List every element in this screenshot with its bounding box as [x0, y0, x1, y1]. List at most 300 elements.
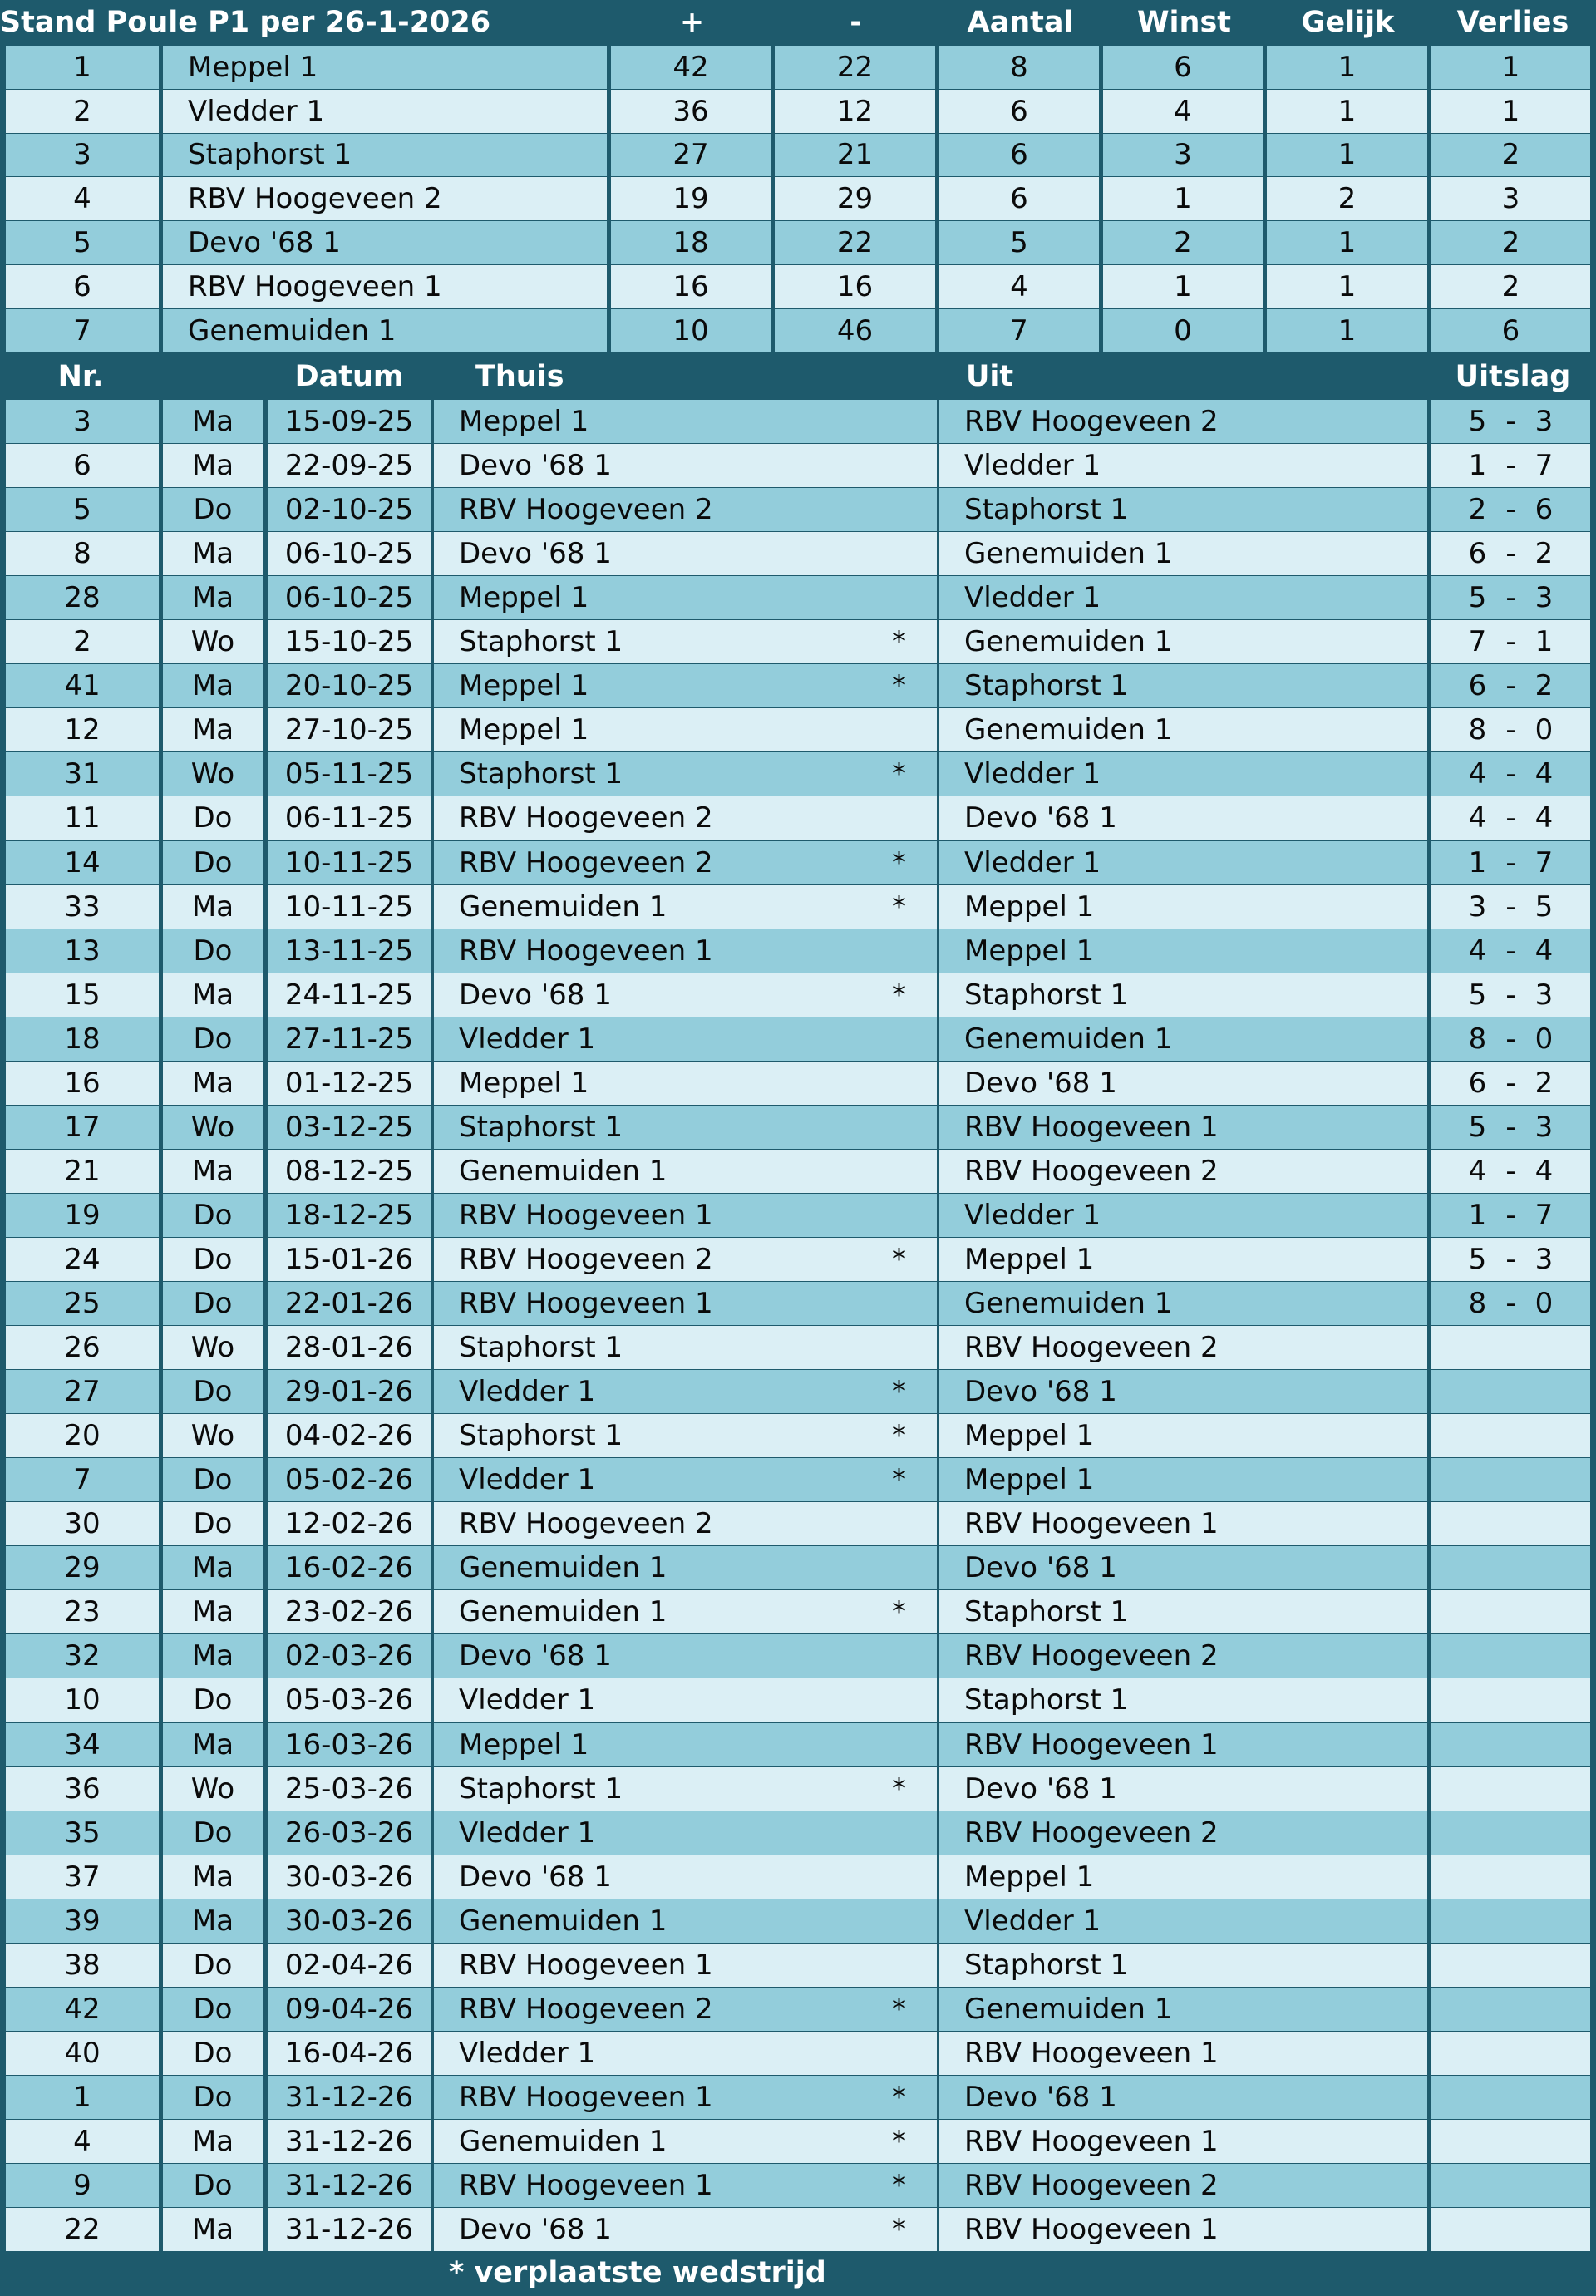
- home-score: 4: [1468, 1154, 1487, 1188]
- match-row: [0, 1899, 1596, 1943]
- weekday-cell: Wo: [163, 1106, 263, 1149]
- lost-cell: 2: [1431, 265, 1590, 308]
- score-separator: -: [1505, 625, 1516, 659]
- match-row: [0, 929, 1596, 973]
- moved-match-marker: *: [892, 2124, 906, 2158]
- weekday-cell: Ma: [163, 708, 263, 751]
- moved-match-marker: *: [892, 1992, 906, 2026]
- won-cell: 1: [1103, 265, 1263, 308]
- schedule-header-row: [0, 354, 1596, 398]
- match-row: [0, 1546, 1596, 1589]
- result-cell: [1431, 576, 1590, 619]
- match-number-cell: 15: [6, 973, 159, 1017]
- away-team-cell: Vledder 1: [939, 1194, 1427, 1237]
- date-cell: 31-12-26: [268, 2076, 431, 2119]
- match-row: [0, 576, 1596, 619]
- score-separator: -: [1505, 1287, 1516, 1321]
- played-cell: 8: [939, 46, 1099, 89]
- away-score: 1: [1534, 625, 1554, 659]
- score-separator: -: [1505, 1022, 1516, 1056]
- standings-row: [0, 177, 1596, 220]
- match-number-cell: 33: [6, 885, 159, 929]
- score-separator: -: [1505, 669, 1516, 703]
- result-cell: [1431, 2164, 1590, 2207]
- date-cell: 31-12-26: [268, 2164, 431, 2207]
- match-row: [0, 1723, 1596, 1766]
- home-team-cell: Meppel 1: [434, 1062, 937, 1105]
- away-team-cell: RBV Hoogeveen 1: [939, 2208, 1427, 2251]
- header-plus: +: [679, 5, 705, 39]
- away-team-cell: Vledder 1: [939, 444, 1427, 487]
- away-team-cell: Devo '68 1: [939, 1767, 1427, 1811]
- moved-match-marker: *: [892, 757, 906, 791]
- match-row: [0, 1282, 1596, 1325]
- away-team-cell: Vledder 1: [939, 752, 1427, 796]
- lost-cell: 2: [1431, 221, 1590, 264]
- away-team-cell: Meppel 1: [939, 929, 1427, 973]
- weekday-cell: Ma: [163, 885, 263, 929]
- away-score: 3: [1534, 1242, 1554, 1276]
- score-separator: -: [1505, 845, 1516, 879]
- away-team-cell: Vledder 1: [939, 841, 1427, 884]
- date-cell: 12-02-26: [268, 1502, 431, 1545]
- away-team-cell: RBV Hoogeveen 1: [939, 1106, 1427, 1149]
- header-date: Datum: [294, 359, 404, 393]
- home-team-cell: RBV Hoogeveen 2: [434, 488, 937, 531]
- score-separator: -: [1505, 581, 1516, 615]
- result-cell: [1431, 1811, 1590, 1855]
- lost-cell: 2: [1431, 134, 1590, 177]
- weekday-cell: Wo: [163, 1326, 263, 1369]
- away-team-cell: Genemuiden 1: [939, 1017, 1427, 1061]
- home-score: 6: [1468, 537, 1487, 571]
- match-number-cell: 2: [6, 620, 159, 663]
- footer-note: * verplaatste wedstrijd: [449, 2256, 826, 2289]
- match-row: [0, 1194, 1596, 1237]
- match-number-cell: 17: [6, 1106, 159, 1149]
- result-cell: [1431, 620, 1590, 663]
- match-row: [0, 1944, 1596, 1987]
- result-cell: [1431, 400, 1590, 443]
- match-row: [0, 1502, 1596, 1545]
- result-cell: [1431, 532, 1590, 575]
- team-cell: Devo '68 1: [163, 221, 607, 264]
- match-number-cell: 28: [6, 576, 159, 619]
- match-number-cell: 3: [6, 400, 159, 443]
- result-cell: [1431, 2208, 1590, 2251]
- match-number-cell: 35: [6, 1811, 159, 1855]
- home-score: 8: [1468, 1022, 1487, 1056]
- lost-cell: 3: [1431, 177, 1590, 220]
- date-cell: 10-11-25: [268, 885, 431, 929]
- date-cell: 16-04-26: [268, 2032, 431, 2075]
- home-team-cell: RBV Hoogeveen 2: [434, 841, 937, 884]
- home-team-cell: Genemuiden 1: [434, 1899, 937, 1943]
- home-team-cell: RBV Hoogeveen 1: [434, 2076, 937, 2119]
- date-cell: 16-02-26: [268, 1546, 431, 1589]
- away-score: 4: [1534, 801, 1554, 835]
- away-score: 0: [1534, 1022, 1554, 1056]
- home-score: 5: [1468, 405, 1487, 439]
- date-cell: 02-04-26: [268, 1944, 431, 1987]
- away-score: 4: [1534, 757, 1554, 791]
- weekday-cell: Do: [163, 1988, 263, 2031]
- match-row: [0, 1150, 1596, 1193]
- away-team-cell: RBV Hoogeveen 2: [939, 1634, 1427, 1678]
- weekday-cell: Ma: [163, 2208, 263, 2251]
- weekday-cell: Wo: [163, 1414, 263, 1457]
- team-cell: Staphorst 1: [163, 134, 607, 177]
- home-team-cell: Vledder 1: [434, 1458, 937, 1501]
- away-team-cell: Genemuiden 1: [939, 1988, 1427, 2031]
- date-cell: 02-10-25: [268, 488, 431, 531]
- played-cell: 6: [939, 177, 1099, 220]
- match-row: [0, 1062, 1596, 1105]
- header-nr: Nr.: [57, 359, 104, 393]
- away-score: 3: [1534, 978, 1554, 1012]
- standings-row: [0, 309, 1596, 352]
- won-cell: 1: [1103, 177, 1263, 220]
- lost-cell: 1: [1431, 90, 1590, 133]
- draw-cell: 1: [1267, 90, 1427, 133]
- away-team-cell: Meppel 1: [939, 1458, 1427, 1501]
- match-number-cell: 36: [6, 1767, 159, 1811]
- moved-match-marker: *: [892, 2213, 906, 2247]
- weekday-cell: Do: [163, 841, 263, 884]
- match-row: [0, 752, 1596, 796]
- home-team-cell: Staphorst 1: [434, 1414, 937, 1457]
- away-team-cell: RBV Hoogeveen 2: [939, 2164, 1427, 2207]
- result-cell: [1431, 1723, 1590, 1766]
- standings-row: [0, 134, 1596, 177]
- match-row: [0, 973, 1596, 1017]
- score-separator: -: [1505, 934, 1516, 968]
- home-team-cell: Staphorst 1: [434, 1106, 937, 1149]
- match-number-cell: 42: [6, 1988, 159, 2031]
- match-number-cell: 27: [6, 1370, 159, 1413]
- weekday-cell: Ma: [163, 2120, 263, 2163]
- away-team-cell: Staphorst 1: [939, 664, 1427, 707]
- away-score: 3: [1534, 1110, 1554, 1144]
- date-cell: 02-03-26: [268, 1634, 431, 1678]
- away-score: 7: [1534, 1198, 1554, 1232]
- weekday-cell: Do: [163, 1238, 263, 1281]
- draw-cell: 1: [1267, 309, 1427, 352]
- match-row: [0, 620, 1596, 663]
- home-team-cell: Genemuiden 1: [434, 2120, 937, 2163]
- result-cell: [1431, 1282, 1590, 1325]
- away-team-cell: Devo '68 1: [939, 1546, 1427, 1589]
- result-cell: [1431, 796, 1590, 840]
- away-team-cell: RBV Hoogeveen 2: [939, 1150, 1427, 1193]
- home-score: 5: [1468, 1110, 1487, 1144]
- date-cell: 27-10-25: [268, 708, 431, 751]
- result-cell: [1431, 2076, 1590, 2119]
- points-against-cell: 12: [775, 90, 935, 133]
- away-team-cell: Devo '68 1: [939, 796, 1427, 840]
- home-score: 8: [1468, 1287, 1487, 1321]
- weekday-cell: Ma: [163, 1546, 263, 1589]
- away-score: 0: [1534, 713, 1554, 747]
- score-separator: -: [1505, 493, 1516, 527]
- match-row: [0, 708, 1596, 751]
- match-number-cell: 19: [6, 1194, 159, 1237]
- home-team-cell: Meppel 1: [434, 1723, 937, 1766]
- date-cell: 05-03-26: [268, 1678, 431, 1722]
- points-for-cell: 10: [611, 309, 771, 352]
- lost-cell: 1: [1431, 46, 1590, 89]
- match-number-cell: 21: [6, 1150, 159, 1193]
- position-cell: 6: [6, 265, 159, 308]
- match-row: [0, 1988, 1596, 2031]
- score-separator: -: [1505, 1154, 1516, 1188]
- played-cell: 6: [939, 90, 1099, 133]
- match-number-cell: 18: [6, 1017, 159, 1061]
- result-cell: [1431, 2120, 1590, 2163]
- date-cell: 10-11-25: [268, 841, 431, 884]
- match-number-cell: 41: [6, 664, 159, 707]
- match-row: [0, 1855, 1596, 1899]
- match-row: [0, 2208, 1596, 2251]
- result-cell: [1431, 2032, 1590, 2075]
- result-cell: [1431, 488, 1590, 531]
- home-score: 4: [1468, 757, 1487, 791]
- moved-match-marker: *: [892, 1419, 906, 1453]
- weekday-cell: Do: [163, 1458, 263, 1501]
- date-cell: 31-12-26: [268, 2208, 431, 2251]
- points-against-cell: 29: [775, 177, 935, 220]
- position-cell: 5: [6, 221, 159, 264]
- weekday-cell: Ma: [163, 1150, 263, 1193]
- match-number-cell: 16: [6, 1062, 159, 1105]
- weekday-cell: Ma: [163, 1634, 263, 1678]
- away-team-cell: RBV Hoogeveen 1: [939, 2120, 1427, 2163]
- date-cell: 08-12-25: [268, 1150, 431, 1193]
- played-cell: 5: [939, 221, 1099, 264]
- match-row: [0, 2032, 1596, 2075]
- away-score: 3: [1534, 405, 1554, 439]
- match-row: [0, 664, 1596, 707]
- header-played: Aantal: [967, 5, 1074, 39]
- date-cell: 03-12-25: [268, 1106, 431, 1149]
- home-score: 3: [1468, 889, 1487, 924]
- score-separator: -: [1505, 537, 1516, 571]
- points-against-cell: 16: [775, 265, 935, 308]
- header-away: Uit: [966, 359, 1014, 393]
- match-number-cell: 31: [6, 752, 159, 796]
- team-cell: RBV Hoogeveen 1: [163, 265, 607, 308]
- away-team-cell: Vledder 1: [939, 1899, 1427, 1943]
- match-number-cell: 8: [6, 532, 159, 575]
- result-cell: [1431, 1414, 1590, 1457]
- match-row: [0, 532, 1596, 575]
- home-team-cell: Devo '68 1: [434, 973, 937, 1017]
- date-cell: 06-11-25: [268, 796, 431, 840]
- match-row: [0, 1458, 1596, 1501]
- moved-match-marker: *: [892, 889, 906, 924]
- played-cell: 7: [939, 309, 1099, 352]
- weekday-cell: Ma: [163, 444, 263, 487]
- home-team-cell: RBV Hoogeveen 1: [434, 1194, 937, 1237]
- home-team-cell: RBV Hoogeveen 1: [434, 1944, 937, 1987]
- result-cell: [1431, 1370, 1590, 1413]
- points-against-cell: 22: [775, 221, 935, 264]
- moved-match-marker: *: [892, 1771, 906, 1806]
- match-row: [0, 2076, 1596, 2119]
- weekday-cell: Do: [163, 1678, 263, 1722]
- won-cell: 4: [1103, 90, 1263, 133]
- home-score: 2: [1468, 493, 1487, 527]
- match-number-cell: 34: [6, 1723, 159, 1766]
- draw-cell: 1: [1267, 134, 1427, 177]
- date-cell: 13-11-25: [268, 929, 431, 973]
- weekday-cell: Wo: [163, 620, 263, 663]
- result-cell: [1431, 1238, 1590, 1281]
- standings-row: [0, 90, 1596, 133]
- team-cell: RBV Hoogeveen 2: [163, 177, 607, 220]
- home-score: 1: [1468, 449, 1487, 483]
- home-team-cell: Devo '68 1: [434, 532, 937, 575]
- weekday-cell: Ma: [163, 1590, 263, 1633]
- score-separator: -: [1505, 889, 1516, 924]
- away-score: 0: [1534, 1287, 1554, 1321]
- match-number-cell: 30: [6, 1502, 159, 1545]
- score-separator: -: [1505, 449, 1516, 483]
- home-team-cell: Vledder 1: [434, 1370, 937, 1413]
- team-cell: Vledder 1: [163, 90, 607, 133]
- match-row: [0, 1106, 1596, 1149]
- home-team-cell: Meppel 1: [434, 400, 937, 443]
- result-cell: [1431, 1546, 1590, 1589]
- header-lost: Verlies: [1456, 5, 1569, 39]
- weekday-cell: Do: [163, 2076, 263, 2119]
- points-for-cell: 36: [611, 90, 771, 133]
- match-row: [0, 1017, 1596, 1061]
- points-for-cell: 16: [611, 265, 771, 308]
- score-separator: -: [1505, 978, 1516, 1012]
- match-number-cell: 12: [6, 708, 159, 751]
- weekday-cell: Wo: [163, 1767, 263, 1811]
- moved-match-marker: *: [892, 2080, 906, 2114]
- weekday-cell: Do: [163, 1811, 263, 1855]
- date-cell: 16-03-26: [268, 1723, 431, 1766]
- home-score: 1: [1468, 845, 1487, 879]
- position-cell: 7: [6, 309, 159, 352]
- weekday-cell: Ma: [163, 1899, 263, 1943]
- home-team-cell: Staphorst 1: [434, 752, 937, 796]
- away-score: 2: [1534, 1066, 1554, 1100]
- home-team-cell: Staphorst 1: [434, 1326, 937, 1369]
- weekday-cell: Do: [163, 1370, 263, 1413]
- weekday-cell: Ma: [163, 973, 263, 1017]
- won-cell: 0: [1103, 309, 1263, 352]
- date-cell: 30-03-26: [268, 1855, 431, 1899]
- match-row: [0, 885, 1596, 929]
- away-team-cell: Devo '68 1: [939, 1062, 1427, 1105]
- away-team-cell: Genemuiden 1: [939, 620, 1427, 663]
- away-score: 4: [1534, 934, 1554, 968]
- home-score: 4: [1468, 934, 1487, 968]
- moved-match-marker: *: [892, 2169, 906, 2203]
- away-team-cell: RBV Hoogeveen 2: [939, 1326, 1427, 1369]
- date-cell: 06-10-25: [268, 532, 431, 575]
- match-row: [0, 1678, 1596, 1722]
- played-cell: 6: [939, 134, 1099, 177]
- match-number-cell: 32: [6, 1634, 159, 1678]
- home-team-cell: Genemuiden 1: [434, 1546, 937, 1589]
- home-team-cell: RBV Hoogeveen 2: [434, 1988, 937, 2031]
- match-number-cell: 10: [6, 1678, 159, 1722]
- date-cell: 26-03-26: [268, 1811, 431, 1855]
- result-cell: [1431, 1678, 1590, 1722]
- moved-match-marker: *: [892, 1242, 906, 1276]
- away-team-cell: Staphorst 1: [939, 1944, 1427, 1987]
- home-score: 5: [1468, 581, 1487, 615]
- weekday-cell: Do: [163, 1194, 263, 1237]
- date-cell: 31-12-26: [268, 2120, 431, 2163]
- result-cell: [1431, 444, 1590, 487]
- won-cell: 3: [1103, 134, 1263, 177]
- away-team-cell: RBV Hoogeveen 2: [939, 1811, 1427, 1855]
- result-cell: [1431, 1150, 1590, 1193]
- home-team-cell: Vledder 1: [434, 1678, 937, 1722]
- home-team-cell: Staphorst 1: [434, 620, 937, 663]
- away-score: 7: [1534, 449, 1554, 483]
- weekday-cell: Do: [163, 796, 263, 840]
- result-cell: [1431, 1194, 1590, 1237]
- weekday-cell: Do: [163, 1502, 263, 1545]
- score-separator: -: [1505, 1242, 1516, 1276]
- away-team-cell: Staphorst 1: [939, 973, 1427, 1017]
- match-row: [0, 1326, 1596, 1369]
- weekday-cell: Do: [163, 488, 263, 531]
- home-team-cell: RBV Hoogeveen 1: [434, 2164, 937, 2207]
- match-number-cell: 1: [6, 2076, 159, 2119]
- home-team-cell: Devo '68 1: [434, 1634, 937, 1678]
- date-cell: 29-01-26: [268, 1370, 431, 1413]
- weekday-cell: Do: [163, 1017, 263, 1061]
- score-separator: -: [1505, 1198, 1516, 1232]
- match-number-cell: 38: [6, 1944, 159, 1987]
- home-score: 4: [1468, 801, 1487, 835]
- weekday-cell: Do: [163, 1282, 263, 1325]
- date-cell: 09-04-26: [268, 1988, 431, 2031]
- match-number-cell: 14: [6, 841, 159, 884]
- away-team-cell: Meppel 1: [939, 1414, 1427, 1457]
- match-number-cell: 20: [6, 1414, 159, 1457]
- home-team-cell: Devo '68 1: [434, 2208, 937, 2251]
- home-team-cell: RBV Hoogeveen 2: [434, 1238, 937, 1281]
- footer: [0, 2249, 1596, 2296]
- weekday-cell: Do: [163, 2164, 263, 2207]
- home-team-cell: Vledder 1: [434, 1811, 937, 1855]
- points-for-cell: 27: [611, 134, 771, 177]
- standings-row: [0, 265, 1596, 308]
- points-against-cell: 22: [775, 46, 935, 89]
- away-score: 6: [1534, 493, 1554, 527]
- match-number-cell: 4: [6, 2120, 159, 2163]
- away-team-cell: Devo '68 1: [939, 1370, 1427, 1413]
- weekday-cell: Do: [163, 2032, 263, 2075]
- score-separator: -: [1505, 757, 1516, 791]
- home-score: 6: [1468, 1066, 1487, 1100]
- weekday-cell: Do: [163, 1944, 263, 1987]
- match-row: [0, 841, 1596, 884]
- standings-row: [0, 221, 1596, 264]
- score-separator: -: [1505, 801, 1516, 835]
- date-cell: 20-10-25: [268, 664, 431, 707]
- match-number-cell: 25: [6, 1282, 159, 1325]
